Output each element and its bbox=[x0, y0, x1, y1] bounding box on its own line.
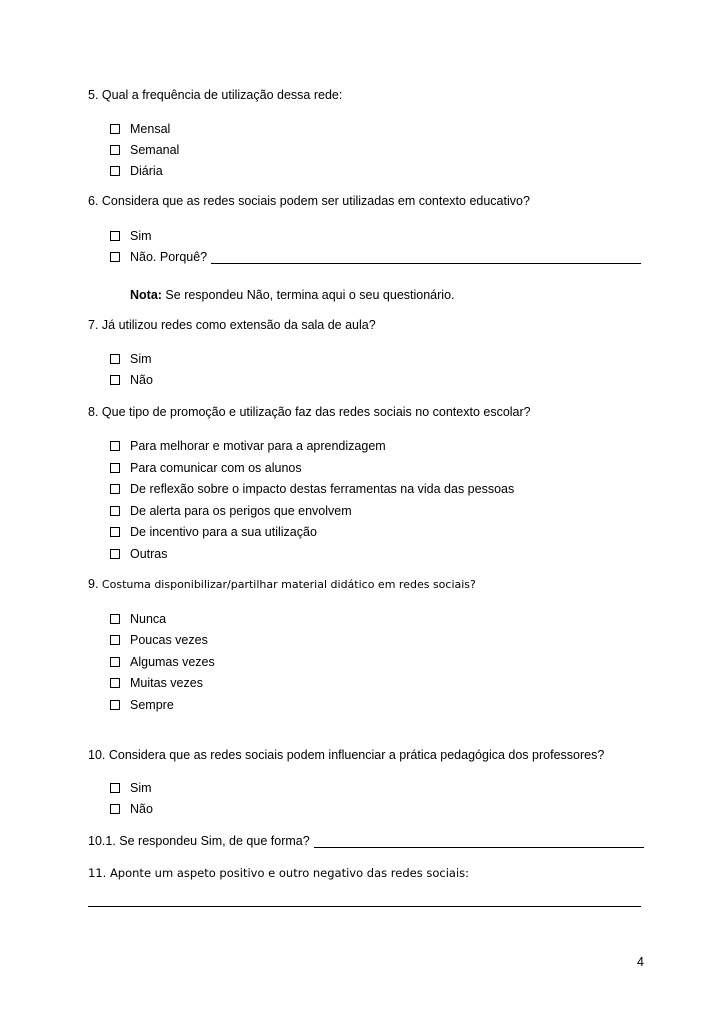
question-text: 10.1. Se respondeu Sim, de que forma? bbox=[88, 834, 310, 848]
q9-option-nunca[interactable] bbox=[110, 612, 166, 626]
option-label: Nunca bbox=[130, 612, 167, 626]
q8-option-2[interactable] bbox=[110, 461, 302, 475]
question-7: 7. Já utilizou redes como extensão da sala de aula? bbox=[88, 318, 376, 332]
option-label: De incentivo para a sua utilização bbox=[130, 525, 317, 539]
answer-line[interactable] bbox=[211, 251, 641, 264]
q9-option-algumas[interactable] bbox=[110, 655, 215, 669]
q9-option-sempre[interactable] bbox=[110, 698, 174, 712]
question-10-1 bbox=[88, 834, 644, 848]
option-label: Mensal bbox=[130, 122, 171, 136]
page-number: 4 bbox=[637, 955, 644, 969]
checkbox-icon[interactable] bbox=[110, 678, 120, 688]
option-label: Muitas vezes bbox=[130, 676, 203, 690]
checkbox-icon[interactable] bbox=[110, 145, 120, 155]
question-5: 5. Qual a frequência de utilização dessa rede: bbox=[88, 88, 343, 102]
checkbox-icon[interactable] bbox=[110, 657, 120, 667]
question-9 bbox=[88, 577, 476, 591]
q8-option-6[interactable] bbox=[110, 547, 168, 561]
q8-option-3[interactable] bbox=[110, 482, 514, 496]
q6-option-nao[interactable] bbox=[110, 250, 641, 264]
q10-option-sim[interactable] bbox=[110, 781, 152, 795]
checkbox-icon[interactable] bbox=[110, 484, 120, 494]
question-10: 10. Considera que as redes sociais podem influenciar a prática pedagógica dos professores? bbox=[88, 748, 605, 762]
q7-option-sim[interactable] bbox=[110, 352, 152, 366]
checkbox-icon[interactable] bbox=[110, 614, 120, 624]
option-label: Algumas vezes bbox=[130, 655, 215, 669]
option-label: Sim bbox=[130, 781, 152, 795]
answer-line[interactable] bbox=[88, 906, 641, 907]
option-label: De alerta para os perigos que envolvem bbox=[130, 504, 352, 518]
checkbox-icon[interactable] bbox=[110, 700, 120, 710]
option-label: Sempre bbox=[130, 698, 174, 712]
checkbox-icon[interactable] bbox=[110, 124, 120, 134]
option-label: Para melhorar e motivar para a aprendizagem bbox=[130, 439, 386, 453]
q8-option-1[interactable] bbox=[110, 439, 386, 453]
checkbox-icon[interactable] bbox=[110, 166, 120, 176]
note-text: Se respondeu Não, termina aqui o seu questionário. bbox=[161, 288, 455, 302]
option-label: Semanal bbox=[130, 143, 180, 157]
checkbox-icon[interactable] bbox=[110, 463, 120, 473]
q8-option-4[interactable] bbox=[110, 504, 352, 518]
q10-option-nao[interactable] bbox=[110, 802, 153, 816]
checkbox-icon[interactable] bbox=[110, 783, 120, 793]
option-label: Não. Porquê? bbox=[130, 250, 208, 264]
checkbox-icon[interactable] bbox=[110, 527, 120, 537]
option-label: Sim bbox=[130, 352, 152, 366]
q8-option-5[interactable] bbox=[110, 525, 317, 539]
checkbox-icon[interactable] bbox=[110, 354, 120, 364]
q5-option-mensal[interactable] bbox=[110, 122, 170, 136]
question-number: 9. bbox=[88, 577, 99, 591]
option-label: De reflexão sobre o impacto destas ferramentas na vida das pessoas bbox=[130, 482, 515, 496]
option-label: Sim bbox=[130, 229, 152, 243]
q5-option-diaria[interactable] bbox=[110, 164, 163, 178]
checkbox-icon[interactable] bbox=[110, 804, 120, 814]
question-11: 11. Aponte um aspeto positivo e outro negativo das redes sociais: bbox=[88, 866, 470, 880]
option-label: Outras bbox=[130, 547, 168, 561]
option-label: Diária bbox=[130, 164, 163, 178]
checkbox-icon[interactable] bbox=[110, 375, 120, 385]
option-label: Não bbox=[130, 373, 153, 387]
q6-option-sim[interactable] bbox=[110, 229, 152, 243]
question-6: 6. Considera que as redes sociais podem ser utilizadas em contexto educativo? bbox=[88, 194, 530, 208]
q7-option-nao[interactable] bbox=[110, 373, 153, 387]
question-8: 8. Que tipo de promoção e utilização faz das redes sociais no contexto escolar? bbox=[88, 405, 531, 419]
checkbox-icon[interactable] bbox=[110, 549, 120, 559]
question-text: Costuma disponibilizar/partilhar material didático em redes sociais? bbox=[98, 578, 476, 591]
checkbox-icon[interactable] bbox=[110, 506, 120, 516]
option-label: Não bbox=[130, 802, 153, 816]
checkbox-icon[interactable] bbox=[110, 252, 120, 262]
q5-option-semanal[interactable] bbox=[110, 143, 179, 157]
note-label: Nota: bbox=[130, 288, 162, 302]
q9-option-muitas[interactable] bbox=[110, 676, 203, 690]
checkbox-icon[interactable] bbox=[110, 441, 120, 451]
q6-note bbox=[130, 288, 455, 302]
option-label: Poucas vezes bbox=[130, 633, 208, 647]
checkbox-icon[interactable] bbox=[110, 635, 120, 645]
checkbox-icon[interactable] bbox=[110, 231, 120, 241]
q9-option-poucas[interactable] bbox=[110, 633, 208, 647]
answer-line[interactable] bbox=[314, 835, 644, 848]
option-label: Para comunicar com os alunos bbox=[130, 461, 302, 475]
